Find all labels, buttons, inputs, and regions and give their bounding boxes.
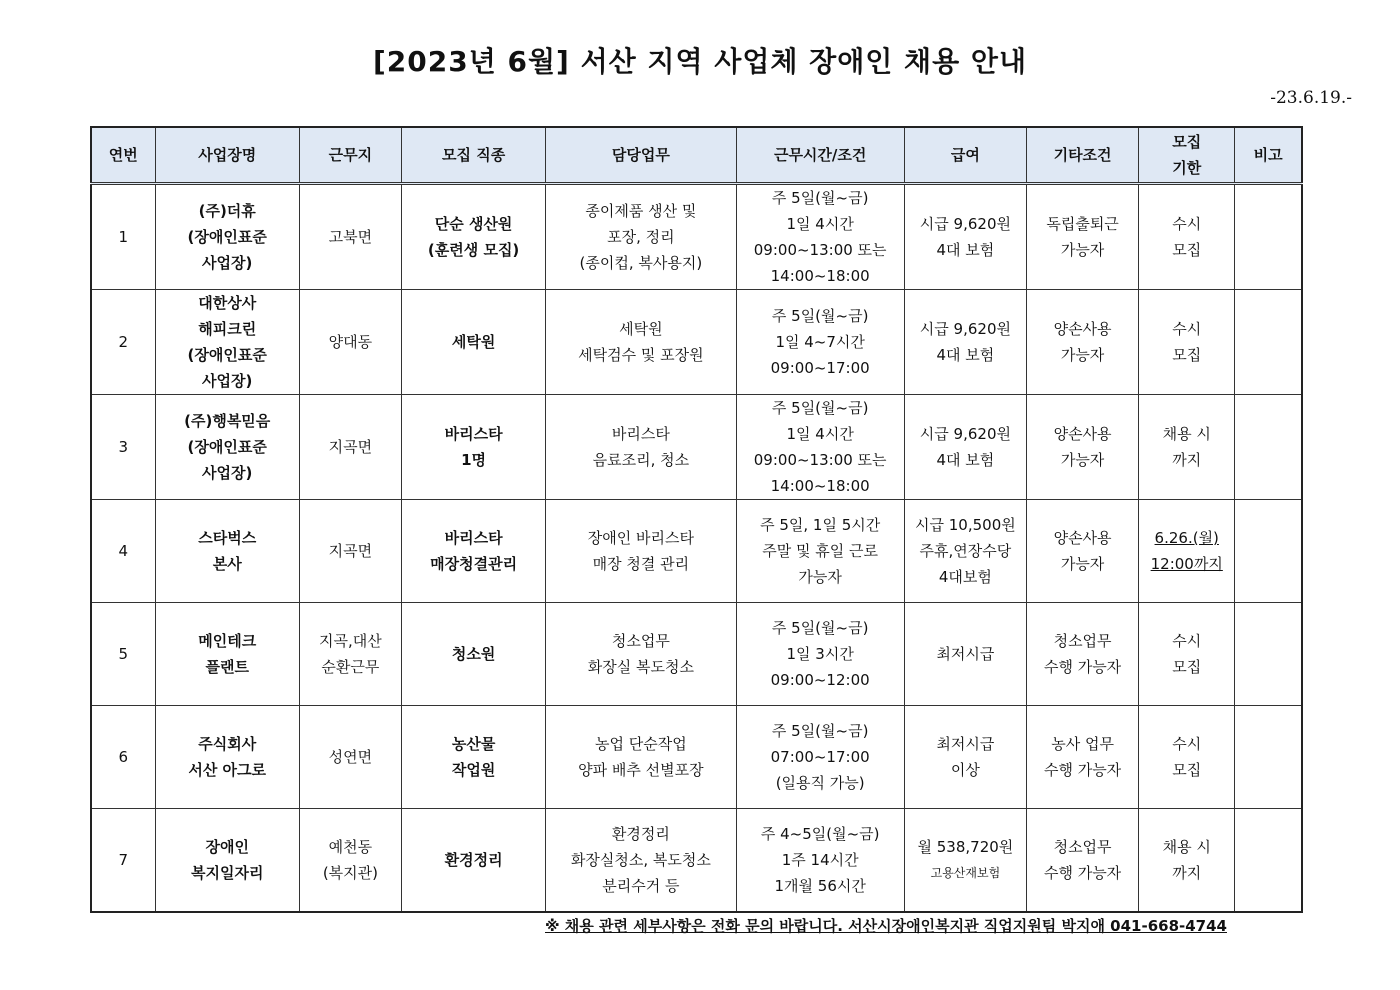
cell-note (1235, 603, 1302, 706)
cell-hours (736, 184, 904, 290)
cell-location-line: 성연면 (328, 748, 373, 766)
cell-no: 4 (91, 500, 155, 603)
table-header-row (91, 127, 1302, 184)
cell-job-line: 1명 (461, 451, 487, 469)
cell-company (155, 184, 299, 290)
cell-company (155, 290, 299, 395)
cell-deadline-line: 수시 (1172, 215, 1202, 233)
cell-pay-line: 시급 9,620원 (919, 320, 1011, 338)
cell-job (401, 395, 545, 500)
cell-hours-line: 주 5일, 1일 5시간 (760, 516, 881, 534)
cell-etc-line: 양손사용 (1053, 529, 1112, 547)
cell-company-line: 복지일자리 (190, 863, 264, 882)
cell-hours-line: (일용직 가능) (775, 774, 865, 792)
cell-hours-line: 가능자 (798, 568, 842, 586)
cell-hours-line: 주 5일(월~금) (771, 399, 869, 417)
cell-location-line: 양대동 (328, 333, 373, 351)
cell-duty-line: 청소업무 (611, 632, 670, 650)
cell-hours-line: 주 5일(월~금) (771, 619, 869, 637)
cell-hours-line: 1주 14시간 (781, 850, 859, 869)
cell-pay-line: 월 538,720원 (917, 837, 1014, 856)
cell-note (1235, 290, 1302, 395)
cell-company (155, 603, 299, 706)
cell-deadline-line: 채용 시 (1162, 425, 1211, 443)
cell-company-line: (장애인표준 (187, 346, 267, 364)
cell-company (155, 395, 299, 500)
cell-duty-line: (종이컵, 복사용지) (579, 254, 703, 272)
cell-job-line: 바리스타 (444, 425, 503, 443)
cell-etc (1026, 290, 1138, 395)
cell-note (1235, 706, 1302, 809)
cell-deadline-line: 까지 (1172, 451, 1202, 469)
cell-deadline-line: 모집 (1172, 761, 1202, 779)
job-listing-table (90, 126, 1303, 913)
cell-deadline-line: 수시 (1172, 735, 1202, 753)
cell-hours-line: 1일 4~7시간 (775, 333, 865, 351)
cell-job (401, 500, 545, 603)
cell-etc (1026, 184, 1138, 290)
table-row (91, 500, 1302, 603)
cell-no: 7 (91, 809, 155, 912)
cell-company-line: 사업장) (202, 464, 253, 482)
cell-hours-line: 07:00~17:00 (770, 748, 870, 766)
cell-pay-line: 4대 보험 (936, 451, 995, 469)
cell-location (299, 290, 401, 395)
cell-hours-line: 1일 4시간 (786, 215, 854, 233)
cell-etc-line: 양손사용 (1053, 425, 1112, 443)
cell-no: 1 (91, 184, 155, 290)
cell-duty (546, 603, 736, 706)
cell-location (299, 603, 401, 706)
cell-hours (736, 395, 904, 500)
cell-etc-line: 청소업무 (1053, 837, 1112, 856)
cell-location-line: 지곡면 (328, 438, 373, 456)
table-row (91, 706, 1302, 809)
cell-company-line: 사업장) (202, 372, 253, 390)
cell-duty (546, 290, 736, 395)
contact-footer: ※ 채용 관련 세부사항은 전화 문의 바랍니다. 서산시장애인복지관 직업지원팀 박지애 041-668-4744 (545, 917, 1227, 935)
cell-hours (736, 706, 904, 809)
table-row (91, 184, 1302, 290)
cell-location (299, 809, 401, 912)
cell-etc-line: 농사 업무 (1051, 735, 1114, 753)
cell-job-line: (훈련생 모집) (427, 241, 520, 259)
cell-duty-line: 음료조리, 청소 (592, 451, 690, 469)
cell-note (1235, 184, 1302, 290)
cell-duty (546, 809, 736, 912)
cell-job-line: 세탁원 (451, 333, 496, 351)
cell-duty-line: 매장 청결 관리 (592, 555, 690, 573)
cell-job-line: 청소원 (451, 645, 496, 663)
cell-hours-line: 주 5일(월~금) (771, 307, 869, 325)
cell-duty-line: 종이제품 생산 및 (585, 202, 697, 220)
cell-deadline-line: 모집 (1172, 241, 1202, 259)
cell-etc (1026, 809, 1138, 912)
cell-hours-line: 1개월 56시간 (774, 876, 866, 895)
cell-hours-line: 주 5일(월~금) (771, 722, 869, 740)
cell-duty-line: 바리스타 (611, 425, 670, 443)
header-duty: 담당업무 (546, 127, 736, 184)
cell-etc (1026, 706, 1138, 809)
cell-company (155, 706, 299, 809)
cell-job (401, 603, 545, 706)
cell-deadline-line: 12:00까지 (1150, 555, 1223, 573)
cell-deadline-line: 모집 (1172, 658, 1202, 676)
cell-duty-line: 양파 배추 선별포장 (578, 761, 704, 779)
cell-job-line: 바리스타 (444, 529, 503, 547)
cell-job-line: 단순 생산원 (434, 215, 513, 233)
cell-etc (1026, 500, 1138, 603)
cell-etc-line: 청소업무 (1053, 632, 1112, 650)
table-row (91, 603, 1302, 706)
cell-pay-line: 최저시급 (936, 645, 995, 663)
cell-location-line: 지곡면 (328, 542, 373, 560)
cell-hours (736, 500, 904, 603)
header-note: 비고 (1235, 127, 1302, 184)
cell-company-line: 사업장) (202, 254, 253, 272)
cell-location-line: 예천동 (328, 837, 373, 856)
cell-job-line: 농산물 (451, 735, 496, 753)
cell-pay-line: 이상 (950, 761, 980, 779)
cell-pay (904, 603, 1026, 706)
cell-location-line: 지곡,대산 (319, 632, 382, 650)
cell-duty-line: 포장, 정리 (607, 228, 675, 246)
table-row (91, 809, 1302, 912)
cell-company-line: 주식회사 (198, 735, 257, 753)
cell-etc (1026, 395, 1138, 500)
header-location: 근무지 (299, 127, 401, 184)
cell-etc-line: 수행 가능자 (1043, 761, 1122, 779)
cell-pay-line: 4대보험 (938, 568, 992, 586)
cell-pay (904, 184, 1026, 290)
cell-duty-line: 세탁원 (619, 320, 663, 338)
header-job: 모집 직종 (401, 127, 545, 184)
document-date: -23.6.19.- (1270, 88, 1352, 108)
cell-company-line: 스타벅스 (198, 529, 257, 547)
cell-job (401, 184, 545, 290)
cell-deadline (1139, 706, 1235, 809)
cell-company-line: 해피크린 (198, 320, 257, 338)
cell-location (299, 500, 401, 603)
cell-etc-line: 수행 가능자 (1043, 863, 1122, 882)
cell-location-line: 고북면 (328, 228, 373, 246)
cell-no: 2 (91, 290, 155, 395)
page-title: [2023년 6월] 서산 지역 사업체 장애인 채용 안내 (372, 45, 1027, 78)
cell-pay-line: 4대 보험 (936, 241, 995, 259)
cell-pay-insurance: 고용산재보험 (930, 865, 1001, 880)
cell-pay-line: 4대 보험 (936, 346, 995, 364)
cell-no: 5 (91, 603, 155, 706)
cell-company-line: 서산 아그로 (188, 761, 267, 779)
cell-deadline (1139, 500, 1235, 603)
cell-location (299, 706, 401, 809)
cell-note (1235, 809, 1302, 912)
cell-hours (736, 603, 904, 706)
cell-hours-line: 09:00~12:00 (770, 671, 870, 689)
cell-location-line: (복지관) (322, 863, 378, 882)
cell-duty-line: 세탁검수 및 포장원 (578, 346, 704, 364)
cell-duty (546, 184, 736, 290)
cell-company (155, 809, 299, 912)
cell-pay-line: 시급 9,620원 (919, 215, 1011, 233)
cell-hours-line: 1일 3시간 (786, 645, 854, 663)
cell-deadline-line: 까지 (1172, 863, 1202, 882)
header-no: 연번 (91, 127, 155, 184)
cell-duty-line: 농업 단순작업 (595, 735, 687, 753)
cell-hours-line: 주말 및 휴일 근로 (762, 542, 879, 560)
cell-job (401, 290, 545, 395)
table-body (91, 184, 1302, 912)
cell-etc-line: 수행 가능자 (1043, 658, 1122, 676)
cell-pay (904, 500, 1026, 603)
cell-hours-line: 주 4~5일(월~금) (760, 824, 880, 843)
cell-deadline-line: 수시 (1172, 632, 1202, 650)
cell-deadline-line: 모집 (1172, 346, 1202, 364)
cell-location (299, 395, 401, 500)
cell-etc-line: 양손사용 (1053, 320, 1112, 338)
cell-no: 6 (91, 706, 155, 809)
cell-company-line: 플랜트 (205, 658, 249, 676)
cell-pay (904, 395, 1026, 500)
cell-duty-line: 화장실청소, 복도청소 (570, 850, 711, 869)
header-hours: 근무시간/조건 (736, 127, 904, 184)
cell-pay-line: 시급 9,620원 (919, 425, 1011, 443)
cell-hours-line: 14:00~18:00 (770, 477, 870, 495)
cell-company-line: (주)행복믿음 (184, 412, 271, 430)
cell-job (401, 706, 545, 809)
cell-etc (1026, 603, 1138, 706)
header-pay: 급여 (904, 127, 1026, 184)
cell-etc-line: 가능자 (1060, 346, 1105, 364)
cell-location-line: 순환근무 (321, 658, 380, 676)
cell-duty-line: 분리수거 등 (602, 876, 680, 895)
cell-pay-line: 주휴,연장수당 (919, 542, 1012, 560)
header-deadline: 모집 기한 (1139, 127, 1235, 184)
cell-pay (904, 809, 1026, 912)
cell-deadline (1139, 290, 1235, 395)
cell-deadline-line: 채용 시 (1162, 837, 1211, 856)
cell-deadline (1139, 395, 1235, 500)
cell-company-line: 본사 (212, 555, 242, 573)
cell-duty-line: 화장실 복도청소 (587, 658, 694, 676)
cell-job (401, 809, 545, 912)
cell-deadline (1139, 603, 1235, 706)
cell-job-line: 작업원 (451, 761, 496, 779)
cell-deadline (1139, 184, 1235, 290)
cell-duty (546, 395, 736, 500)
cell-company-line: 장애인 (205, 837, 249, 856)
cell-hours-line: 09:00~17:00 (770, 359, 870, 377)
cell-duty-line: 장애인 바리스타 (587, 529, 694, 547)
cell-pay (904, 706, 1026, 809)
cell-etc-line: 가능자 (1060, 451, 1105, 469)
cell-hours (736, 809, 904, 912)
table-row (91, 395, 1302, 500)
cell-hours (736, 290, 904, 395)
cell-note (1235, 395, 1302, 500)
cell-company-line: (주)더휴 (198, 202, 256, 220)
cell-duty (546, 500, 736, 603)
header-company: 사업장명 (155, 127, 299, 184)
cell-hours-line: 주 5일(월~금) (771, 189, 869, 207)
cell-pay-line: 시급 10,500원 (915, 516, 1016, 534)
cell-company (155, 500, 299, 603)
cell-etc-line: 독립출퇴근 (1046, 215, 1119, 233)
cell-hours-line: 09:00~13:00 또는 (753, 241, 887, 259)
cell-company-line: (장애인표준 (187, 228, 267, 246)
cell-deadline-line: 6.26.(월) (1154, 529, 1219, 547)
cell-company-line: (장애인표준 (187, 438, 267, 456)
cell-hours-line: 1일 4시간 (786, 425, 854, 443)
cell-note (1235, 500, 1302, 603)
cell-etc-line: 가능자 (1060, 241, 1105, 259)
cell-company-line: 대한상사 (198, 294, 257, 312)
cell-hours-line: 14:00~18:00 (770, 267, 870, 285)
cell-location (299, 184, 401, 290)
table-row (91, 290, 1302, 395)
cell-pay (904, 290, 1026, 395)
cell-company-line: 메인테크 (198, 632, 257, 650)
cell-deadline (1139, 809, 1235, 912)
cell-hours-line: 09:00~13:00 또는 (753, 451, 887, 469)
cell-pay-line: 최저시급 (936, 735, 995, 753)
header-etc: 기타조건 (1026, 127, 1138, 184)
cell-deadline-line: 수시 (1172, 320, 1202, 338)
cell-job-line: 환경정리 (444, 850, 503, 869)
cell-no: 3 (91, 395, 155, 500)
cell-job-line: 매장청결관리 (430, 555, 518, 573)
cell-etc-line: 가능자 (1060, 555, 1105, 573)
cell-duty-line: 환경정리 (611, 824, 670, 843)
cell-duty (546, 706, 736, 809)
